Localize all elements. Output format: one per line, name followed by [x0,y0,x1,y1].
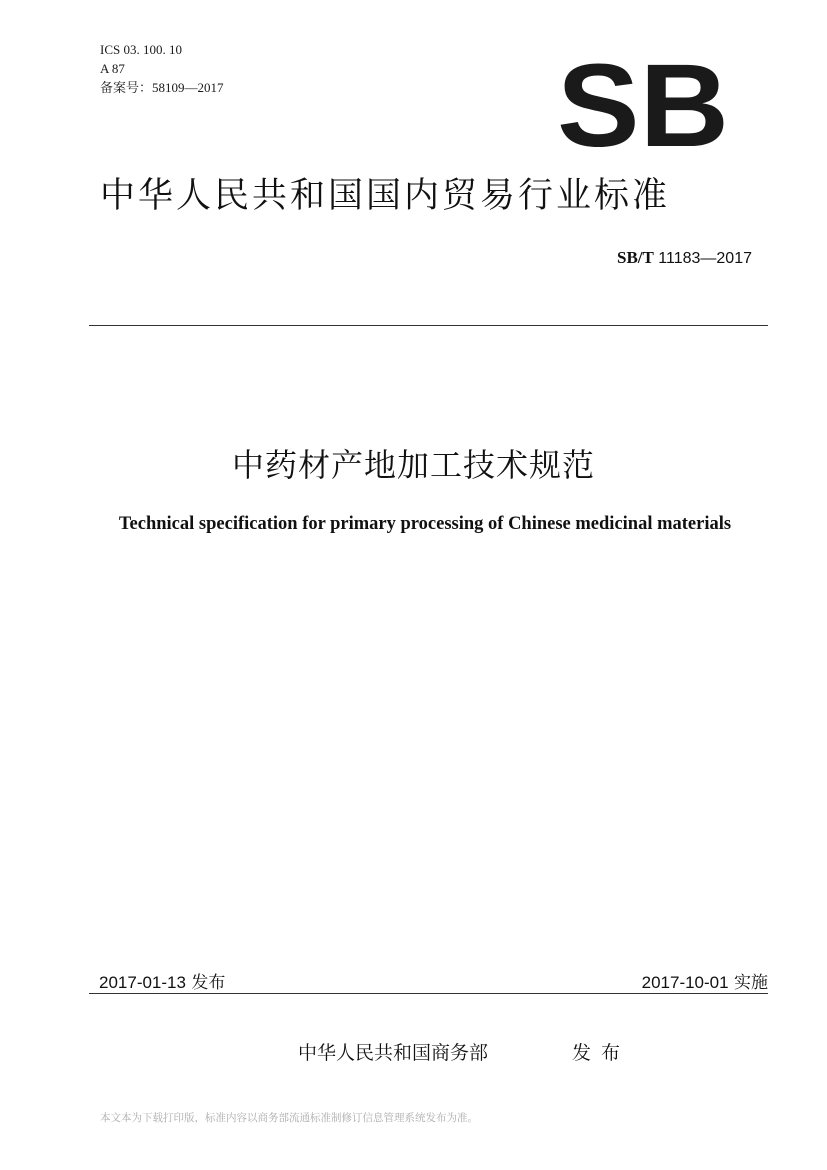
top-divider [89,325,768,326]
issue-date [99,968,225,993]
standard-number [617,248,752,268]
bottom-divider [89,993,768,994]
logo-text: SB [557,62,729,150]
standard-code: 11183—2017 [653,250,752,267]
issue-date-label: 发布 [191,973,226,993]
issue-date-value: 2017-01-13 [99,973,186,992]
footer-disclaimer: 本文本为下载打印版，标准内容以商务部流通标准制修订信息管理系统发布为准。 [100,1112,478,1124]
ics-code: ICS 03. 100. 10 [100,42,182,57]
ccs-code: A 87 [100,61,125,76]
publisher-action: 发布 [572,1042,631,1064]
publisher-name: 中华人民共和国商务部 [298,1042,489,1064]
standard-prefix: SB/T [616,248,654,267]
standard-category-title: 中华人民共和国国内贸易行业标准 [100,176,671,216]
document-title-cn: 中药材产地加工技术规范 [231,446,595,484]
implement-date-label: 实施 [734,973,768,993]
filing-number: 备案号：58109—2017 [100,80,224,95]
implement-date-value: 2017-10-01 [641,973,729,992]
implement-date [642,968,768,993]
classification-block [100,40,224,97]
sb-logo [556,62,730,150]
document-title-en: Technical specification for primary processing of Chinese medicinal materials [118,514,732,534]
